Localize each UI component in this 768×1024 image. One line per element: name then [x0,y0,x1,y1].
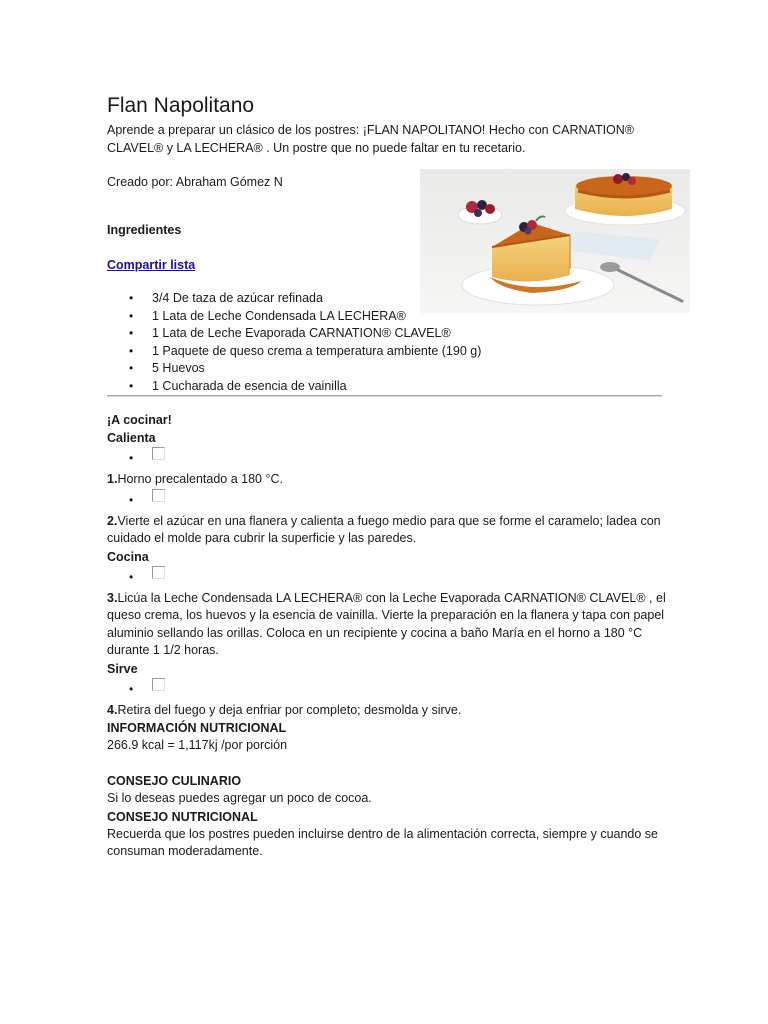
bullet: • [129,681,134,696]
step-text: Retira del fuego y deja enfriar por completo; desmolda y sirve. [117,702,462,717]
bullet: • [129,451,134,465]
step-text: Licúa la Leche Condensada LA LECHERA® con la Leche Evaporada CARNATION® CLAVEL® , el queso crema, los huevos y la esencia de vainilla. Vierte la preparación en la flanera y tapa con papel aluminio sellando las orillas. Coloca en un recipiente y cocina a baño María en el horno a 180 °C durante 1 1/2 horas. [107,590,666,657]
nutrition-tip-text: Recuerda que los postres pueden incluirse dentro de la alimentación correcta, siempre y cuando se consuman moderadamente. [107,826,659,858]
section-serve-heading: Sirve [107,661,138,676]
culinary-tip-heading: CONSEJO CULINARIO [107,774,242,788]
nutrition-tip-heading: CONSEJO NUTRICIONAL [107,809,258,824]
step-4-check-row [107,678,667,702]
culinary-tip-text: Si lo deseas puedes agregar un poco de cocoa. [107,791,372,805]
ingredient-item: • 1 Paquete de queso crema a temperatura ambiente (190 g) [107,343,481,361]
section-divider [107,395,662,397]
recipe-author: Creado por: Abraham Gómez N [107,175,283,189]
ingredient-item: • 1 Cucharada de esencia de vainilla [107,378,481,396]
step-number: 1. [107,472,118,486]
steps-heading: ¡A cocinar! [107,413,172,427]
step-4-checkbox[interactable] [152,678,165,691]
step-1-checkbox[interactable] [152,447,165,460]
page-title: Flan Napolitano [107,94,255,117]
step-number: 2. [107,513,118,528]
step-text: Horno precalentado a 180 °C. [117,472,283,486]
bullet: • [129,492,134,507]
step-number: 3. [107,590,118,605]
step-2-checkbox[interactable] [152,489,165,502]
section-heat-heading: Calienta [107,431,156,445]
ingredients-list [107,290,481,395]
bullet: • [129,569,134,584]
step-3-checkbox[interactable] [152,566,165,579]
step-1 [107,471,667,489]
recipe-intro: Aprende a preparar un clásico de los postres: ¡FLAN NAPOLITANO! Hecho con CARNATION® CLAVEL® y LA LECHERA® . Un postre que no puede faltar en tu recetario. [107,123,635,155]
ingredient-item: • 1 Lata de Leche Condensada LA LECHERA® [107,308,481,326]
step-2 [107,513,667,548]
ingredient-item: • 5 Huevos [107,360,481,378]
step-4 [107,702,667,720]
step-1-check-row [107,447,667,471]
section-cook-heading: Cocina [107,549,149,564]
nutrition-value: 266.9 kcal = 1,117kj /por porción [107,738,288,752]
spacer [107,755,667,773]
step-text: Vierte el azúcar en una flanera y calienta a fuego medio para que se forme el caramelo; ladea con cuidado el molde para cubrir la superficie y las paredes. [107,513,661,545]
step-3 [107,590,667,660]
nutrition-heading: INFORMACIÓN NUTRICIONAL [107,721,287,735]
steps-section [107,411,667,861]
ingredient-item: • 1 Lata de Leche Evaporada CARNATION® CLAVEL® [107,325,481,343]
share-list-link[interactable]: Compartir lista [107,258,196,272]
ingredients-heading: Ingredientes [107,223,182,237]
step-number: 4. [107,702,118,717]
ingredient-item: • 3/4 De taza de azúcar refinada [107,290,481,308]
step-3-check-row [107,566,667,590]
step-2-check-row [107,489,667,513]
